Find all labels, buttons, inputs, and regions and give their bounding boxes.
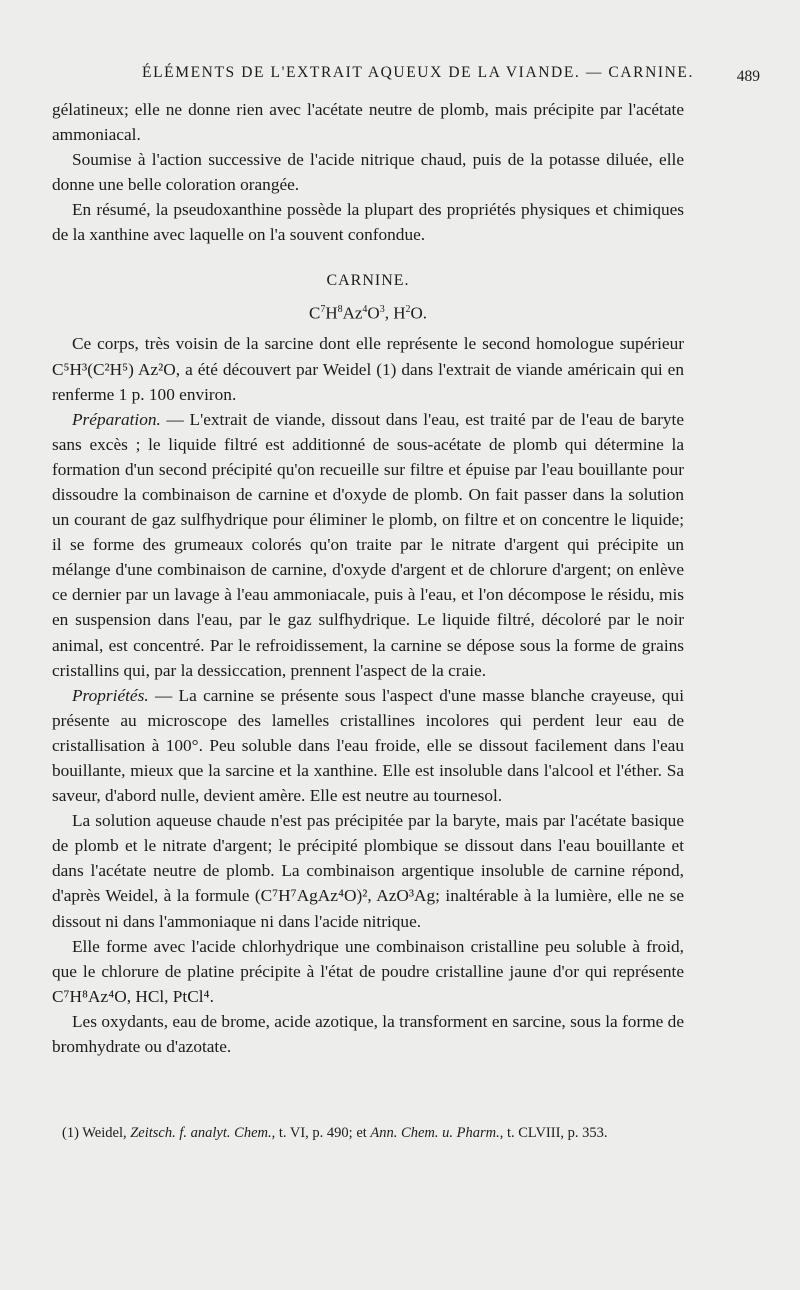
subsection-lead: Préparation. xyxy=(72,409,161,429)
chemical-formula: $C^7H^8Az^4O^3$, $H^2O$. xyxy=(308,303,428,323)
paragraph: Soumise à l'action successive de l'acide nitrique chaud, puis de la potasse diluée, elle donne une belle coloration orangée. xyxy=(52,150,684,195)
paragraph: gélatineux; elle ne donne rien avec l'acétate neutre de plomb, mais précipite par l'acétate ammoniacal. xyxy=(52,100,684,145)
footnote: (1) Weidel, Zeitsch. f. analyt. Chem., t. VI, p. 490; et Ann. Chem. u. Pharm., t. CLVIII, p. 353. xyxy=(62,1125,608,1141)
page-number: 489 xyxy=(736,68,760,85)
paragraph: La solution aqueuse chaude n'est pas précipitée par la baryte, mais par l'acétate basique de plomb et le nitrate d'argent; le précipité plombique se dissout dans l'eau bouillante et dans l'acétate neutre de plomb. La combinaison argentique insoluble de carnine répond, d'après Weidel, à la formule (C⁷H⁷AgAz⁴O)², AzO³Ag; inaltérable à la lumière, elle ne se dissout ni dans l'ammoniaque ni dans l'acide nitrique. xyxy=(52,811,684,931)
paragraph: Elle forme avec l'acide chlorhydrique une combinaison cristalline peu soluble à froid, que le chlorure de platine précipite à l'état de poudre cristalline jaune d'or qui représente C⁷H⁸Az⁴O, HCl, PtCl⁴. xyxy=(52,936,684,1006)
paragraph: Préparation. — L'extrait de viande, dissout dans l'eau, est traité par de l'eau de baryte sans excès ; le liquide filtré est additionné de sous-acétate de plomb qui détermine la formation d'un second précipité qu'on recueille sur filtre et épuise par l'eau bouillante pour dissoudre la combinaison de carnine et d'oxyde de plomb. On fait passer dans la solution un courant de gaz sulfhydrique pour éliminer le plomb, on filtre et on concentre le liquide; il se forme des grumeaux colorés qu'on traite par le nitrate d'argent qui précipite un mélange d'une combinaison de carnine, d'oxyde d'argent et de chlorure d'argent; on enlève ce dernier par un lavage à l'eau ammoniacale, puis à l'eau, et l'on décompose le résidu, mis en suspension dans l'eau, par le gaz sulfhydrique. Le liquide filtré, décoloré par le noir animal, est concentré. Par le refroidissement, la carnine se dépose sous la forme de grains cristallins qui, par la dessiccation, prennent l'aspect de la craie. xyxy=(52,409,684,680)
page-header xyxy=(60,64,760,90)
section-heading: CARNINE. xyxy=(326,271,410,289)
body-text xyxy=(52,97,684,1059)
paragraph: En résumé, la pseudoxanthine possède la plupart des propriétés physiques et chimiques de la xanthine avec laquelle on l'a souvent confondue. xyxy=(52,200,684,245)
subsection-lead: Propriétés. xyxy=(72,685,149,705)
running-title: ÉLÉMENTS DE L'EXTRAIT AQUEUX DE LA VIANDE. — CARNINE. xyxy=(142,64,694,81)
paragraph: Propriétés. — La carnine se présente sous l'aspect d'une masse blanche crayeuse, qui présente au microscope des lamelles cristallines incolores qui perdent leur eau de cristallisation à 100°. Peu soluble dans l'eau froide, elle se dissout facilement dans l'eau bouillante, mieux que la sarcine et la xanthine. Elle est insoluble dans l'alcool et l'éther. Sa saveur, d'abord nulle, devient amère. Elle est neutre au tournesol. xyxy=(52,685,684,806)
paragraph: Les oxydants, eau de brome, acide azotique, la transforment en sarcine, sous la forme de bromhydrate ou d'azotate. xyxy=(52,1011,684,1057)
paragraph: Ce corps, très voisin de la sarcine dont elle représente le second homologue supérieur C⁵H³(C²H⁵) Az²O, a été découvert par Weidel (1) dans l'extrait de viande américain qui en renferme 1 p. 100 environ. xyxy=(52,334,684,404)
